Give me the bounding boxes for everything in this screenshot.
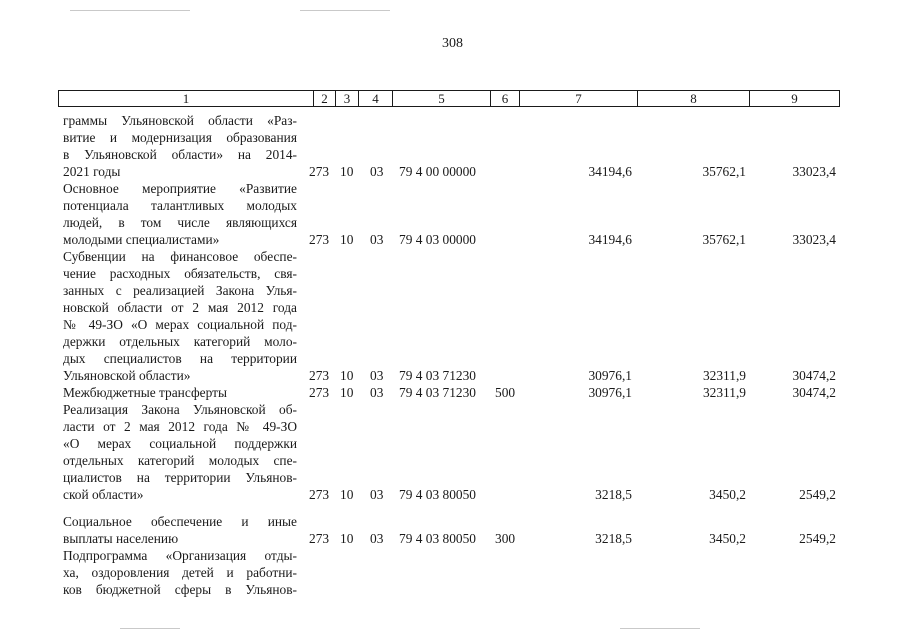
description-line: граммы Ульяновской области «Раз- xyxy=(63,113,297,128)
amount-col-9: 2549,2 xyxy=(799,487,836,502)
header-col-8: 8 xyxy=(637,91,749,106)
ministry-code: 273 xyxy=(309,368,330,383)
subsection-code: 03 xyxy=(370,487,384,502)
section-code: 10 xyxy=(340,232,354,247)
target-article-code: 79 4 03 80050 xyxy=(399,531,476,546)
target-article-code: 79 4 00 00000 xyxy=(399,164,476,179)
ministry-code: 273 xyxy=(309,232,330,247)
header-col-2: 2 xyxy=(313,91,335,106)
target-article-code: 79 4 03 80050 xyxy=(399,487,476,502)
description-line: ской области» xyxy=(63,487,144,502)
target-article-code: 79 4 03 71230 xyxy=(399,368,476,383)
description-line: Субвенции на финансовое обеспе- xyxy=(63,249,297,264)
description-line: витие и модернизация образования xyxy=(63,130,297,145)
expense-type-code: 500 xyxy=(495,385,516,400)
amount-col-7: 3218,5 xyxy=(595,487,632,502)
amount-col-9: 33023,4 xyxy=(792,164,836,179)
header-col-6: 6 xyxy=(490,91,519,106)
row-description xyxy=(63,401,297,503)
header-col-4: 4 xyxy=(358,91,392,106)
ministry-code: 273 xyxy=(309,487,330,502)
section-code: 10 xyxy=(340,368,354,383)
amount-col-7: 34194,6 xyxy=(588,232,632,247)
table-header xyxy=(58,90,840,107)
row-description xyxy=(63,384,297,401)
subsection-code: 03 xyxy=(370,385,384,400)
description-line: занных с реализацией Закона Улья- xyxy=(63,283,297,298)
description-line: Подпрограмма «Организация отды- xyxy=(63,548,297,563)
row-description xyxy=(63,547,297,598)
header-col-1: 1 xyxy=(182,91,190,106)
amount-col-8: 3450,2 xyxy=(709,487,746,502)
expense-type-code: 300 xyxy=(495,531,516,546)
description-line: дых специалистов на территории xyxy=(63,351,297,366)
description-line: Ульяновской области» xyxy=(63,368,191,383)
description-line: отдельных категорий молодых спе- xyxy=(63,453,297,468)
amount-col-7: 30976,1 xyxy=(588,385,632,400)
scan-artifact xyxy=(120,628,180,629)
amount-col-8: 32311,9 xyxy=(702,385,746,400)
header-col-3: 3 xyxy=(335,91,358,106)
amount-col-7: 3218,5 xyxy=(595,531,632,546)
description-line: циалистов на территории Ульянов- xyxy=(63,470,297,485)
row-description xyxy=(63,112,297,180)
amount-col-9: 2549,2 xyxy=(799,531,836,546)
target-article-code: 79 4 03 00000 xyxy=(399,232,476,247)
description-line: Основное мероприятие «Развитие xyxy=(63,181,297,196)
description-line: молодыми специалистами» xyxy=(63,232,220,247)
amount-col-7: 30976,1 xyxy=(588,368,632,383)
subsection-code: 03 xyxy=(370,368,384,383)
description-line: Межбюджетные трансферты xyxy=(63,385,227,400)
description-line: 2021 годы xyxy=(63,164,121,179)
amount-col-7: 34194,6 xyxy=(588,164,632,179)
description-line: № 49-ЗО «О мерах социальной под- xyxy=(63,317,297,332)
amount-col-9: 30474,2 xyxy=(792,368,836,383)
description-line: ласти от 2 мая 2012 года № 49-ЗО xyxy=(63,419,297,434)
section-code: 10 xyxy=(340,385,354,400)
header-col-9: 9 xyxy=(749,91,839,106)
description-line: новской области от 2 мая 2012 года xyxy=(63,300,297,315)
amount-col-8: 32311,9 xyxy=(702,368,746,383)
subsection-code: 03 xyxy=(370,531,384,546)
description-line: ха, оздоровления детей и работни- xyxy=(63,565,297,580)
subsection-code: 03 xyxy=(370,232,384,247)
description-line: чение расходных обязательств, свя- xyxy=(63,266,297,281)
subsection-code: 03 xyxy=(370,164,384,179)
scan-artifact xyxy=(620,628,700,629)
description-line: в Ульяновской области» на 2014- xyxy=(63,147,297,162)
amount-col-8: 35762,1 xyxy=(702,232,746,247)
description-line: держки отдельных категорий моло- xyxy=(63,334,297,349)
description-line: Реализация Закона Ульяновской об- xyxy=(63,402,297,417)
description-line: «О мерах социальной поддержки xyxy=(63,436,297,451)
description-line: ков бюджетной сферы в Ульянов- xyxy=(63,582,297,597)
header-col-7: 7 xyxy=(519,91,637,106)
target-article-code: 79 4 03 71230 xyxy=(399,385,476,400)
ministry-code: 273 xyxy=(309,531,330,546)
section-code: 10 xyxy=(340,487,354,502)
description-line: людей, в том числе являющихся xyxy=(63,215,297,230)
description-line: Социальное обеспечение и иные xyxy=(63,514,297,529)
ministry-code: 273 xyxy=(309,164,330,179)
description-line: выплаты населению xyxy=(63,531,179,546)
amount-col-9: 30474,2 xyxy=(792,385,836,400)
section-code: 10 xyxy=(340,531,354,546)
amount-col-8: 3450,2 xyxy=(709,531,746,546)
ministry-code: 273 xyxy=(309,385,330,400)
scan-artifact xyxy=(300,10,390,11)
amount-col-9: 33023,4 xyxy=(792,232,836,247)
description-line: потенциала талантливых молодых xyxy=(63,198,297,213)
amount-col-8: 35762,1 xyxy=(702,164,746,179)
header-col-5: 5 xyxy=(392,91,490,106)
page-number: 308 xyxy=(442,36,463,51)
row-description xyxy=(63,248,297,384)
scan-artifact xyxy=(70,10,190,11)
section-code: 10 xyxy=(340,164,354,179)
row-description xyxy=(63,513,297,547)
row-description xyxy=(63,180,297,248)
